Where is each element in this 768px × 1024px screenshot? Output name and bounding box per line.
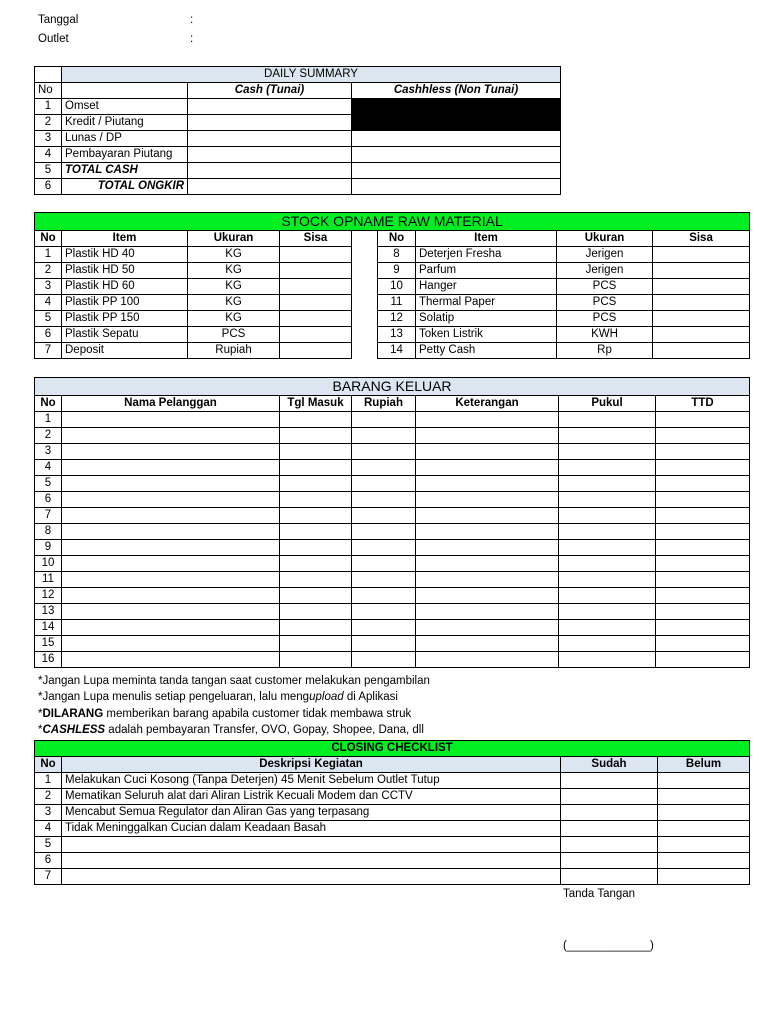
entry-cell[interactable] bbox=[559, 652, 656, 668]
entry-cell[interactable] bbox=[62, 412, 280, 428]
row-number: 10 bbox=[35, 556, 62, 572]
entry-cell[interactable] bbox=[280, 476, 352, 492]
entry-cell[interactable] bbox=[352, 412, 416, 428]
entry-cell[interactable] bbox=[352, 572, 416, 588]
entry-cell[interactable] bbox=[352, 460, 416, 476]
table-row bbox=[35, 460, 750, 476]
entry-cell[interactable] bbox=[280, 540, 352, 556]
entry-cell[interactable] bbox=[280, 620, 352, 636]
note-2: *Jangan Lupa menulis setiap pengeluaran, lalu mengupload di Aplikasi bbox=[38, 691, 398, 704]
col-header: TTD bbox=[656, 396, 750, 412]
entry-cell[interactable] bbox=[62, 508, 280, 524]
sisa-cell[interactable] bbox=[653, 247, 750, 263]
row-number: 7 bbox=[35, 508, 62, 524]
entry-cell[interactable] bbox=[62, 444, 280, 460]
outlet-label: Outlet bbox=[38, 33, 69, 45]
belum-cell[interactable] bbox=[658, 821, 750, 837]
entry-cell[interactable] bbox=[416, 652, 559, 668]
closing-checklist-table: CLOSING CHECKLIST No Deskripsi Kegiatan Sudah Belum 1 Melakukan Cuci Kosong (Tanpa Deterjen) 45 Menit Sebelum Outlet Tutup 2 Mematikan Seluruh alat dari Aliran Listrik Kecuali Modem dan CCTV 3 Mencabut Semua Regulator dan Aliran Gas yang terpasang 4 Tidak Meninggalkan Cucian dalam Keadaan Basah 5 6 7 bbox=[34, 740, 750, 885]
cash-cell[interactable] bbox=[188, 163, 352, 179]
sudah-cell[interactable] bbox=[561, 821, 658, 837]
entry-cell[interactable] bbox=[656, 572, 750, 588]
entry-cell[interactable] bbox=[280, 636, 352, 652]
entry-cell[interactable] bbox=[416, 412, 559, 428]
table-row bbox=[35, 652, 750, 668]
table-row bbox=[35, 556, 750, 572]
entry-cell[interactable] bbox=[280, 508, 352, 524]
daily-summary-title: DAILY SUMMARY bbox=[62, 67, 561, 83]
row-number: 16 bbox=[35, 652, 62, 668]
entry-cell[interactable] bbox=[416, 540, 559, 556]
table-row bbox=[35, 540, 750, 556]
entry-cell[interactable] bbox=[416, 444, 559, 460]
sudah-cell[interactable] bbox=[561, 789, 658, 805]
entry-cell[interactable] bbox=[62, 636, 280, 652]
sudah-cell[interactable] bbox=[561, 837, 658, 853]
signature-label: Tanda Tangan bbox=[563, 888, 636, 900]
entry-cell[interactable] bbox=[416, 620, 559, 636]
sudah-cell[interactable] bbox=[561, 853, 658, 869]
entry-cell[interactable] bbox=[352, 444, 416, 460]
row-label: Pembayaran Piutang bbox=[62, 147, 188, 163]
belum-cell[interactable] bbox=[658, 837, 750, 853]
entry-cell[interactable] bbox=[62, 620, 280, 636]
entry-cell[interactable] bbox=[656, 412, 750, 428]
entry-cell[interactable] bbox=[62, 460, 280, 476]
entry-cell[interactable] bbox=[62, 604, 280, 620]
row-number: 4 bbox=[35, 460, 62, 476]
entry-cell[interactable] bbox=[416, 508, 559, 524]
sisa-cell[interactable] bbox=[280, 263, 352, 279]
cash-cell[interactable] bbox=[188, 99, 352, 115]
entry-cell[interactable] bbox=[280, 444, 352, 460]
entry-cell[interactable] bbox=[416, 636, 559, 652]
note-4: *CASHLESS adalah pembayaran Transfer, OVO, Gopay, Shopee, Dana, dll bbox=[38, 723, 424, 736]
row-label: Omset bbox=[62, 99, 188, 115]
cashless-cell[interactable] bbox=[352, 131, 561, 147]
table-row bbox=[35, 620, 750, 636]
entry-cell[interactable] bbox=[62, 588, 280, 604]
entry-cell[interactable] bbox=[559, 572, 656, 588]
entry-cell[interactable] bbox=[656, 652, 750, 668]
entry-cell[interactable] bbox=[280, 556, 352, 572]
row-label: Kredit / Piutang bbox=[62, 115, 188, 131]
entry-cell[interactable] bbox=[280, 460, 352, 476]
entry-cell[interactable] bbox=[352, 556, 416, 572]
entry-cell[interactable] bbox=[416, 428, 559, 444]
sudah-cell[interactable] bbox=[561, 805, 658, 821]
table-row: 3 Plastik HD 60 KG 10 Hanger PCS bbox=[35, 279, 750, 295]
entry-cell[interactable] bbox=[656, 476, 750, 492]
entry-cell[interactable] bbox=[280, 492, 352, 508]
entry-cell[interactable] bbox=[656, 508, 750, 524]
table-row: 5 TOTAL CASH bbox=[35, 163, 561, 179]
barang-keluar-table bbox=[34, 377, 750, 668]
entry-cell[interactable] bbox=[656, 556, 750, 572]
entry-cell[interactable] bbox=[416, 556, 559, 572]
entry-cell[interactable] bbox=[352, 636, 416, 652]
cash-cell[interactable] bbox=[188, 131, 352, 147]
table-row bbox=[35, 492, 750, 508]
table-row bbox=[35, 572, 750, 588]
entry-cell[interactable] bbox=[656, 524, 750, 540]
sisa-cell[interactable] bbox=[280, 327, 352, 343]
sisa-cell[interactable] bbox=[653, 311, 750, 327]
entry-cell[interactable] bbox=[62, 476, 280, 492]
note-3: *DILARANG memberikan barang apabila customer tidak membawa struk bbox=[38, 707, 412, 720]
closing-title: CLOSING CHECKLIST bbox=[35, 741, 750, 757]
cash-cell[interactable] bbox=[188, 115, 352, 131]
entry-cell[interactable] bbox=[352, 540, 416, 556]
cashless-cell[interactable] bbox=[352, 147, 561, 163]
stock-title: STOCK OPNAME RAW MATERIAL bbox=[35, 213, 750, 231]
col-header: Keterangan bbox=[416, 396, 559, 412]
table-row: 6 Plastik Sepatu PCS 13 Token Listrik KWH bbox=[35, 327, 750, 343]
entry-cell[interactable] bbox=[656, 428, 750, 444]
belum-cell[interactable] bbox=[658, 853, 750, 869]
belum-cell[interactable] bbox=[658, 789, 750, 805]
row-label: Lunas / DP bbox=[62, 131, 188, 147]
sisa-cell[interactable] bbox=[280, 295, 352, 311]
entry-cell[interactable] bbox=[280, 412, 352, 428]
barang-title: BARANG KELUAR bbox=[35, 378, 750, 396]
col-header: No bbox=[35, 396, 62, 412]
entry-cell[interactable] bbox=[416, 588, 559, 604]
table-row bbox=[35, 476, 750, 492]
entry-cell[interactable] bbox=[62, 524, 280, 540]
row-number: 13 bbox=[35, 604, 62, 620]
entry-cell[interactable] bbox=[656, 588, 750, 604]
signature-line[interactable]: (_____________) bbox=[563, 940, 654, 952]
entry-cell[interactable] bbox=[352, 508, 416, 524]
row-number: 14 bbox=[35, 620, 62, 636]
table-row bbox=[35, 412, 750, 428]
entry-cell[interactable] bbox=[352, 476, 416, 492]
sisa-cell[interactable] bbox=[280, 279, 352, 295]
table-row: 4 Plastik PP 100 KG 11 Thermal Paper PCS bbox=[35, 295, 750, 311]
sisa-cell[interactable] bbox=[653, 263, 750, 279]
entry-cell[interactable] bbox=[559, 540, 656, 556]
entry-cell[interactable] bbox=[280, 652, 352, 668]
table-row: 6 TOTAL ONGKIR bbox=[35, 179, 561, 195]
table-row bbox=[35, 444, 750, 460]
belum-cell[interactable] bbox=[658, 869, 750, 885]
entry-cell[interactable] bbox=[656, 444, 750, 460]
tanggal-label: Tanggal bbox=[38, 14, 79, 26]
belum-cell[interactable] bbox=[658, 773, 750, 789]
outlet-colon: : bbox=[190, 33, 194, 45]
row-number: 3 bbox=[35, 444, 62, 460]
sudah-cell[interactable] bbox=[561, 773, 658, 789]
row-number: 5 bbox=[35, 476, 62, 492]
row-label: TOTAL CASH bbox=[62, 163, 188, 179]
row-number: 6 bbox=[35, 492, 62, 508]
cashless-cell[interactable] bbox=[352, 163, 561, 179]
entry-cell[interactable] bbox=[416, 572, 559, 588]
cashless-cell[interactable] bbox=[352, 179, 561, 195]
entry-cell[interactable] bbox=[559, 492, 656, 508]
row-number: 12 bbox=[35, 588, 62, 604]
table-row: 5 Plastik PP 150 KG 12 Solatip PCS bbox=[35, 311, 750, 327]
entry-cell[interactable] bbox=[656, 620, 750, 636]
entry-cell[interactable] bbox=[352, 524, 416, 540]
entry-cell[interactable] bbox=[656, 460, 750, 476]
entry-cell[interactable] bbox=[62, 652, 280, 668]
entry-cell[interactable] bbox=[656, 604, 750, 620]
entry-cell[interactable] bbox=[352, 492, 416, 508]
entry-cell[interactable] bbox=[559, 556, 656, 572]
daily-col-no: No bbox=[35, 83, 62, 99]
notes bbox=[38, 673, 430, 738]
table-row bbox=[35, 508, 750, 524]
row-label: TOTAL ONGKIR bbox=[62, 179, 188, 195]
sisa-cell[interactable] bbox=[280, 247, 352, 263]
daily-col-cash: Cash (Tunai) bbox=[188, 83, 352, 99]
sisa-cell[interactable] bbox=[653, 279, 750, 295]
row-number: 11 bbox=[35, 572, 62, 588]
table-row: 2 Mematikan Seluruh alat dari Aliran Listrik Kecuali Modem dan CCTV bbox=[35, 789, 750, 805]
entry-cell[interactable] bbox=[656, 636, 750, 652]
row-number: 8 bbox=[35, 524, 62, 540]
sudah-cell[interactable] bbox=[561, 869, 658, 885]
table-row: 5 bbox=[35, 837, 750, 853]
entry-cell[interactable] bbox=[62, 540, 280, 556]
entry-cell[interactable] bbox=[559, 460, 656, 476]
table-row: 6 bbox=[35, 853, 750, 869]
entry-cell[interactable] bbox=[352, 620, 416, 636]
col-header: Tgl Masuk bbox=[280, 396, 352, 412]
outlet-row bbox=[38, 33, 194, 45]
entry-cell[interactable] bbox=[352, 604, 416, 620]
daily-summary-table bbox=[34, 66, 561, 195]
tanggal-row bbox=[38, 14, 194, 26]
entry-cell[interactable] bbox=[656, 492, 750, 508]
entry-cell[interactable] bbox=[280, 524, 352, 540]
entry-cell[interactable] bbox=[559, 588, 656, 604]
entry-cell[interactable] bbox=[280, 572, 352, 588]
entry-cell[interactable] bbox=[416, 492, 559, 508]
table-row: 7 Deposit Rupiah 14 Petty Cash Rp bbox=[35, 343, 750, 359]
row-number: 15 bbox=[35, 636, 62, 652]
entry-cell[interactable] bbox=[62, 556, 280, 572]
cash-cell[interactable] bbox=[188, 147, 352, 163]
col-header: Pukul bbox=[559, 396, 656, 412]
table-row: 2 Kredit / Piutang bbox=[35, 115, 561, 131]
entry-cell[interactable] bbox=[559, 604, 656, 620]
entry-cell[interactable] bbox=[280, 604, 352, 620]
row-number: 2 bbox=[35, 428, 62, 444]
table-row: 7 bbox=[35, 869, 750, 885]
cash-cell[interactable] bbox=[188, 179, 352, 195]
belum-cell[interactable] bbox=[658, 805, 750, 821]
table-row: 3 Mencabut Semua Regulator dan Aliran Gas yang terpasang bbox=[35, 805, 750, 821]
entry-cell[interactable] bbox=[62, 572, 280, 588]
entry-cell[interactable] bbox=[280, 588, 352, 604]
table-row: 4 Tidak Meninggalkan Cucian dalam Keadaan Basah bbox=[35, 821, 750, 837]
entry-cell[interactable] bbox=[352, 428, 416, 444]
entry-cell[interactable] bbox=[416, 476, 559, 492]
table-row: 2 Plastik HD 50 KG 9 Parfum Jerigen bbox=[35, 263, 750, 279]
entry-cell[interactable] bbox=[416, 524, 559, 540]
sisa-cell[interactable] bbox=[280, 311, 352, 327]
tanggal-colon: : bbox=[190, 14, 194, 26]
row-number: 1 bbox=[35, 412, 62, 428]
note-1: *Jangan Lupa meminta tanda tangan saat customer melakukan pengambilan bbox=[38, 675, 430, 687]
col-header: Rupiah bbox=[352, 396, 416, 412]
entry-cell[interactable] bbox=[62, 492, 280, 508]
stock-opname-table: STOCK OPNAME RAW MATERIAL No Item Ukuran Sisa No Item Ukuran Sisa 1 Plastik HD 40 KG 8 Deterjen Fresha Jerigen 2 Plastik HD 50 KG 9 Parfum Jerigen 3 Plastik HD 60 KG 10 Hanger PCS 4 Plastik PP 100 KG 11 Thermal Paper PCS 5 Plastik PP 150 KG 12 Solatip PCS 6 Plastik Sepatu PCS 13 Token Listrik KWH 7 Deposit Rupiah 14 Petty Cash Rp bbox=[34, 212, 750, 359]
entry-cell[interactable] bbox=[559, 620, 656, 636]
entry-cell[interactable] bbox=[559, 476, 656, 492]
sisa-cell[interactable] bbox=[653, 343, 750, 359]
sisa-cell[interactable] bbox=[653, 327, 750, 343]
table-row: 1 Plastik HD 40 KG 8 Deterjen Fresha Jerigen bbox=[35, 247, 750, 263]
table-row bbox=[35, 604, 750, 620]
table-row: 1 Omset bbox=[35, 99, 561, 115]
entry-cell[interactable] bbox=[559, 412, 656, 428]
entry-cell[interactable] bbox=[559, 444, 656, 460]
entry-cell[interactable] bbox=[416, 604, 559, 620]
entry-cell[interactable] bbox=[559, 508, 656, 524]
entry-cell[interactable] bbox=[559, 636, 656, 652]
table-row bbox=[35, 428, 750, 444]
entry-cell[interactable] bbox=[559, 428, 656, 444]
sisa-cell[interactable] bbox=[280, 343, 352, 359]
entry-cell[interactable] bbox=[559, 524, 656, 540]
entry-cell[interactable] bbox=[352, 652, 416, 668]
entry-cell[interactable] bbox=[352, 588, 416, 604]
entry-cell[interactable] bbox=[280, 428, 352, 444]
table-row: 3 Lunas / DP bbox=[35, 131, 561, 147]
entry-cell[interactable] bbox=[416, 460, 559, 476]
entry-cell[interactable] bbox=[656, 540, 750, 556]
table-row bbox=[35, 588, 750, 604]
table-row: 1 Melakukan Cuci Kosong (Tanpa Deterjen) 45 Menit Sebelum Outlet Tutup bbox=[35, 773, 750, 789]
daily-col-cashless: Cashhless (Non Tunai) bbox=[352, 83, 561, 99]
entry-cell[interactable] bbox=[62, 428, 280, 444]
table-row: 4 Pembayaran Piutang bbox=[35, 147, 561, 163]
col-header: Nama Pelanggan bbox=[62, 396, 280, 412]
sisa-cell[interactable] bbox=[653, 295, 750, 311]
cashless-blocked-cell bbox=[352, 99, 561, 131]
table-row bbox=[35, 636, 750, 652]
row-number: 9 bbox=[35, 540, 62, 556]
table-row bbox=[35, 524, 750, 540]
